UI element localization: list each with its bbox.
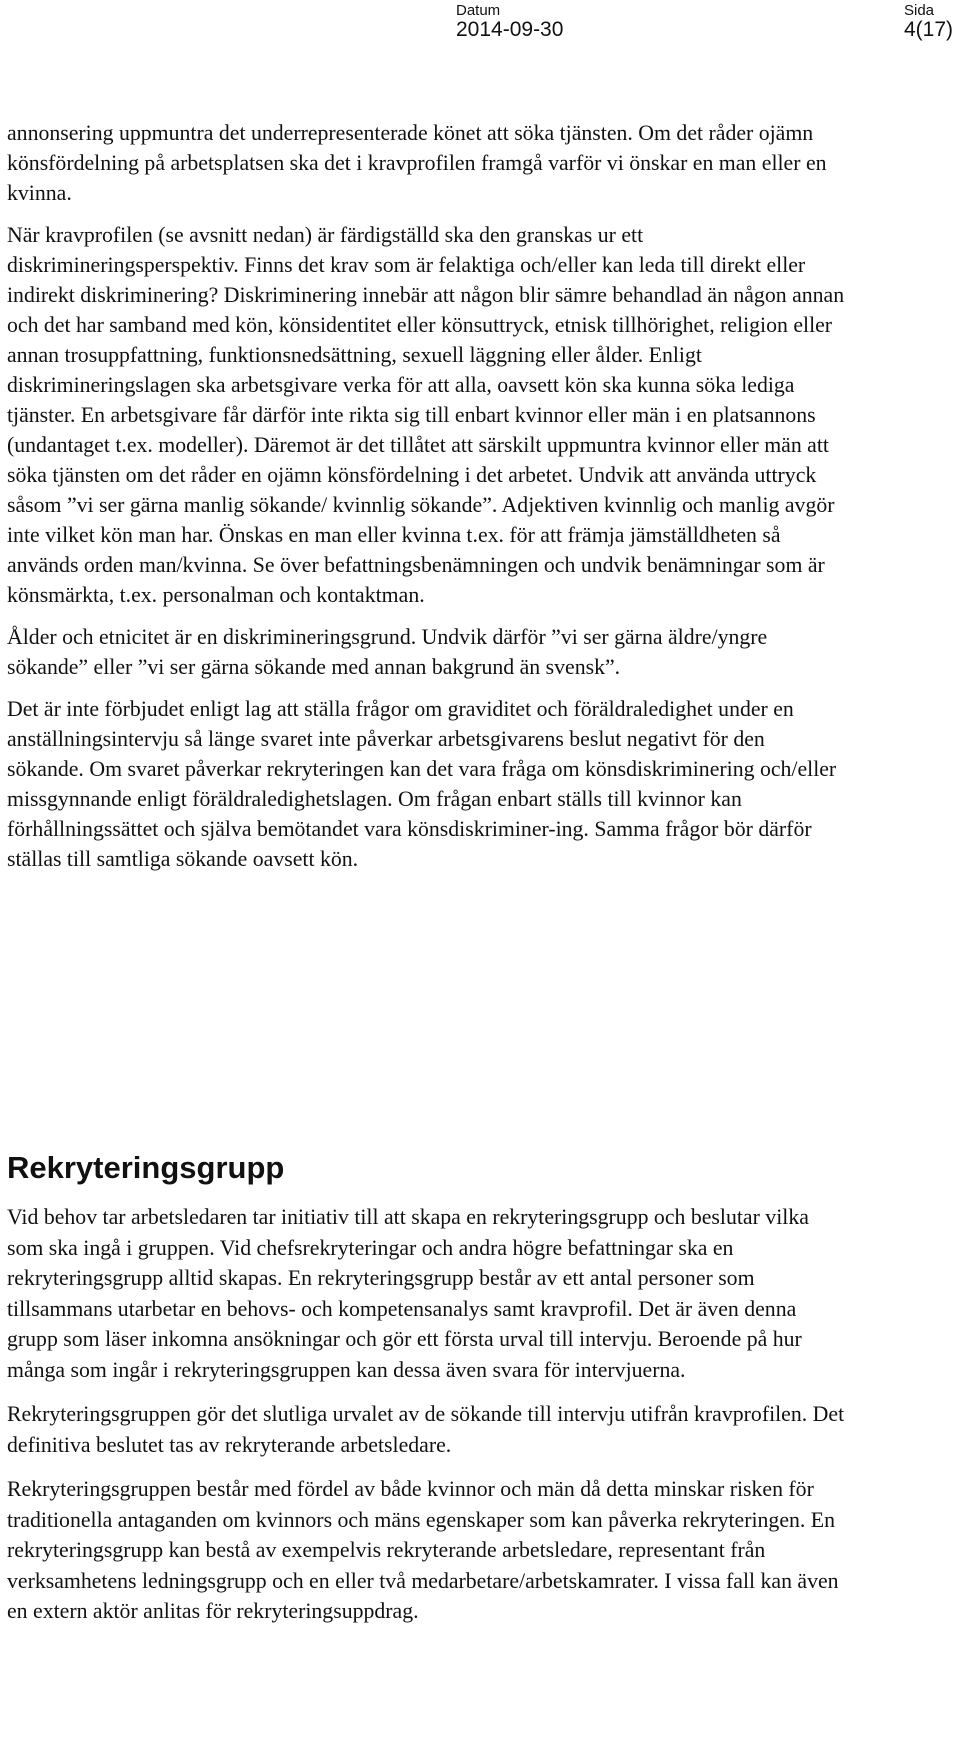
date-label: Datum — [456, 2, 501, 19]
body-section-1 — [7, 118, 847, 874]
page-header — [0, 0, 960, 50]
paragraph: När kravprofilen (se avsnitt nedan) är färdigställd ska den granskas ur ett diskrimineringsperspektiv. Finns det krav som är felaktiga och/eller kan leda till direkt eller indirekt diskriminering? Diskriminering innebär att någon blir sämre behandlad än någon annan och det har samband med kön, könsidentitet eller könsuttryck, etnisk tillhörighet, religion eller annan trosuppfattning, funktionsnedsättning, sexuell läggning eller ålder. Enligt diskrimineringslagen ska arbetsgivare verka för att alla, oavsett kön ska kunna söka lediga tjänster. En arbetsgivare får därför inte rikta sig till enbart kvinnor eller män i en platsannons (undantaget t.ex. modeller). Däremot är det tillåtet att särskilt uppmuntra kvinnor eller män att söka tjänsten om det råder en ojämn könsfördelning i det arbetet. Undvik att använda uttryck såsom ”vi ser gärna manlig sökande/ kvinnlig sökande”. Adjektiven kvinnlig och manlig avgör inte vilket kön man har. Önskas en man eller kvinna t.ex. för att främja jämställdheten så används orden man/kvinna. Se över befattningsbenämningen och undvik benämningar som är könsmärkta, t.ex. personalman och kontaktman. — [7, 223, 845, 607]
body-section-2 — [7, 1202, 847, 1627]
section-heading: Rekryteringsgrupp — [7, 1150, 285, 1185]
paragraph: Det är inte förbjudet enligt lag att ställa frågor om graviditet och föräldraledighet under en anställningsintervju så länge svaret inte påverkar arbetsgivarens beslut negativt för den sökande. Om svaret påverkar rekryteringen kan det vara fråga om könsdiskriminering och/eller missgynnande enligt föräldraledighetslagen. Om frågan enbart ställs till kvinnor kan förhållningssättet och själva bemötandet vara könsdiskriminer-ing. Samma frågor bör därför ställas till samtliga sökande oavsett kön. — [7, 697, 837, 871]
page-label: Sida — [904, 2, 935, 19]
date-value: 2014-09-30 — [456, 18, 564, 41]
paragraph: Rekryteringsgruppen består med fördel av både kvinnor och män då detta minskar risken för traditionella antaganden om kvinnors och mäns egenskaper som kan påverka rekryteringen. En rekryteringsgrupp kan bestå av exempelvis rekryterande arbetsledare, representant från verksamhetens ledningsgrupp och en eller två medarbetare/arbetskamrater. I vissa fall kan även en extern aktör anlitas för rekryteringsuppdrag. — [7, 1477, 839, 1623]
paragraph: annonsering uppmuntra det underrepresenterade könet att söka tjänsten. Om det råder ojämn könsfördelning på arbetsplatsen ska det i kravprofilen framgå varför vi önskar en man eller en kvinna. — [7, 121, 827, 205]
page-number: 4(17) — [904, 18, 954, 41]
paragraph: Ålder och etnicitet är en diskrimineringsgrund. Undvik därför ”vi ser gärna äldre/yngre sökande” eller ”vi ser gärna sökande med annan bakgrund än svensk”. — [7, 625, 768, 679]
paragraph: Rekryteringsgruppen gör det slutliga urvalet av de sökande till intervju utifrån kravprofilen. Det definitiva beslutet tas av rekryterande arbetsledare. — [7, 1402, 845, 1457]
paragraph: Vid behov tar arbetsledaren tar initiativ till att skapa en rekryteringsgrupp och beslutar vilka som ska ingå i gruppen. Vid chefsrekryteringar och andra högre befattningar ska en rekryteringsgrupp alltid skapas. En rekryteringsgrupp består av ett antal personer som tillsammans utarbetar en behovs- och kompetensanalys samt kravprofil. Det är även denna grupp som läser inkomna ansökningar och gör ett första urval till intervju. Beroende på hur många som ingår i rekryteringsgruppen kan dessa även svara för intervjuerna. — [7, 1205, 809, 1382]
